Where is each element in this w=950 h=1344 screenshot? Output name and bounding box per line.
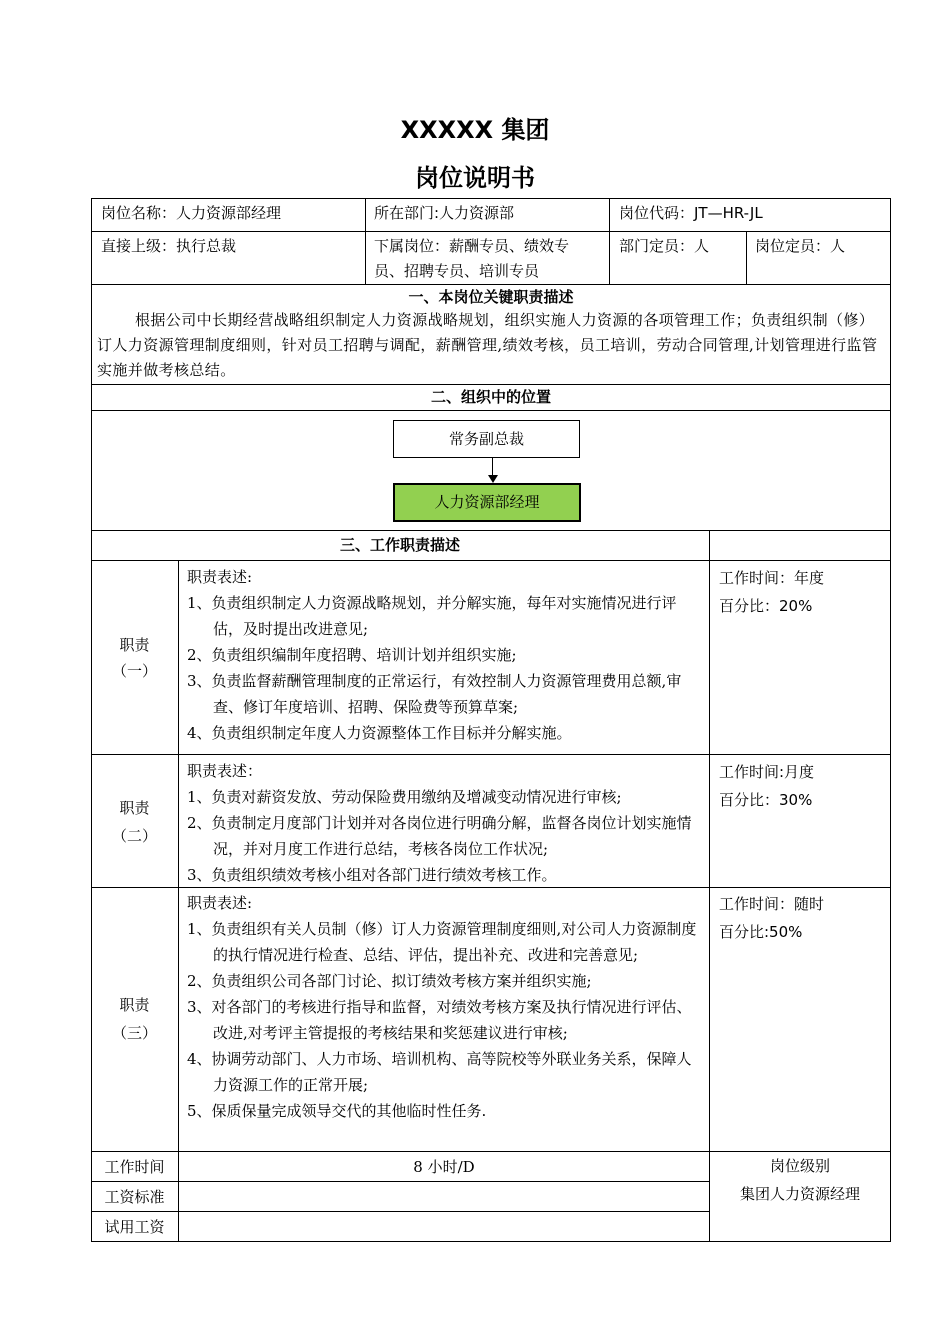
org-box-hr-manager: 人力资源部经理 xyxy=(393,483,581,522)
duty1-item: 3、负责监督薪酬管理制度的正常运行，有效控制人力资源管理费用总额,审查、修订年度培训、招聘、保险费等预算草案; xyxy=(187,672,682,716)
duty3-meta xyxy=(719,890,824,946)
position-headcount: 岗位定员：人 xyxy=(755,237,846,255)
dept-headcount: 部门定员：人 xyxy=(619,237,710,255)
duty2-percent: 百分比：30% xyxy=(719,791,813,809)
duty2-meta xyxy=(719,758,814,814)
duty1-time: 工作时间：年度 xyxy=(719,569,825,587)
duty1-item: 4、负责组织制定年度人力资源整体工作目标并分解实施。 xyxy=(187,724,572,742)
duty1-item: 1、负责组织制定人力资源战略规划，并分解实施，每年对实施情况进行评估，及时提出改进意见; xyxy=(187,594,677,638)
duty2-description xyxy=(187,758,701,888)
duty2-item: 1、负责对薪资发放、劳动保险费用缴纳及增减变动情况进行审核; xyxy=(187,788,622,806)
arrow-down-icon xyxy=(488,475,498,483)
duty2-time: 工作时间:月度 xyxy=(719,763,815,781)
subordinates-line2: 员、招聘专员、培训专员 xyxy=(374,262,540,280)
section2-title: 二、组织中的位置 xyxy=(430,388,551,406)
duty3-time: 工作时间：随时 xyxy=(719,895,825,913)
duty1-heading: 职责表述: xyxy=(187,568,253,586)
position-level-label: 岗位级别 xyxy=(769,1157,830,1175)
duty3-heading: 职责表述: xyxy=(187,894,253,912)
section3-title: 三、工作职责描述 xyxy=(339,536,460,554)
work-time-label: 工作时间 xyxy=(104,1158,165,1176)
department: 所在部门:人力资源部 xyxy=(374,204,515,222)
duty2-heading: 职责表述： xyxy=(187,762,263,780)
duty2-item: 2、负责制定月度部门计划并对各岗位进行明确分解，监督各岗位计划实施情况，并对月度工作进行总结，考核各岗位工作状况; xyxy=(187,814,692,858)
duty1-percent: 百分比：20% xyxy=(719,597,813,615)
duty3-percent: 百分比:50% xyxy=(719,923,803,941)
job-description-table xyxy=(91,198,891,1242)
duty3-item: 1、负责组织有关人员制（修）订人力资源管理制度细则,对公司人力资源制度的执行情况进行检查、总结、评估，提出补充、改进和完善意见; xyxy=(187,920,697,964)
duty3-label: 职责 （三） xyxy=(111,996,157,1042)
duty3-item: 4、协调劳动部门、人力市场、培训机构、高等院校等外联业务关系，保障人力资源工作的正常开展; xyxy=(187,1050,692,1094)
duty1-label: 职责 （一） xyxy=(111,636,157,680)
probation-label: 试用工资 xyxy=(104,1218,165,1236)
duty2-item: 3、负责组织绩效考核小组对各部门进行绩效考核工作。 xyxy=(187,866,557,884)
position-level xyxy=(710,1152,890,1208)
subordinates-line1: 下属岗位：薪酬专员、绩效专 xyxy=(374,237,570,255)
duty1-meta xyxy=(719,564,824,620)
duty3-item: 5、保质保量完成领导交代的其他临时性任务. xyxy=(187,1102,487,1120)
duty1-description xyxy=(187,564,701,746)
work-time-value: 8 小时/D xyxy=(413,1158,475,1176)
section1-body: 根据公司中长期经营战略组织制定人力资源战略规划，组织实施人力资源的各项管理工作；负责组织制（修）订人力资源管理制度细则，针对员工招聘与调配，薪酬管理,绩效考核，员工培训，劳动合同管理,计划管理进行监管实施并做考核总结。 xyxy=(97,311,878,379)
section1-title: 一、本岗位关键职责描述 xyxy=(408,288,574,306)
org-connector xyxy=(492,458,493,476)
duty3-item: 2、负责组织公司各部门讨论、拟订绩效考核方案并组织实施; xyxy=(187,972,592,990)
duty1-item: 2、负责组织编制年度招聘、培训计划并组织实施; xyxy=(187,646,517,664)
company-title: XXXXX 集团 xyxy=(400,116,550,144)
duty2-label: 职责 （二） xyxy=(111,799,157,845)
position-code: 岗位代码：JT—HR-JL xyxy=(619,204,763,222)
position-name: 岗位名称：人力资源部经理 xyxy=(101,204,282,222)
salary-label: 工资标准 xyxy=(104,1188,165,1206)
position-level-value: 集团人力资源经理 xyxy=(739,1185,860,1203)
duty3-item: 3、对各部门的考核进行指导和监督，对绩效考核方案及执行情况进行评估、改进,对考评主管提报的考核结果和奖惩建议进行审核; xyxy=(187,998,692,1042)
org-box-executive-vp: 常务副总裁 xyxy=(393,420,580,458)
direct-superior: 直接上级：执行总裁 xyxy=(101,237,237,255)
duty3-description xyxy=(187,890,701,1124)
document-title: 岗位说明书 xyxy=(415,164,535,192)
